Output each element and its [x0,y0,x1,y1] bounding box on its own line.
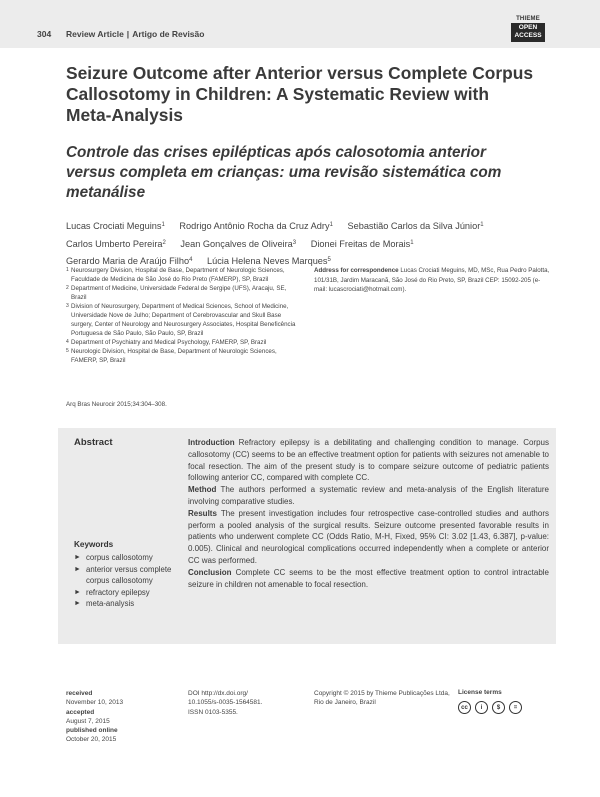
keyword-item [74,552,178,564]
author [347,221,483,231]
arrow-right-icon: ► [74,565,81,573]
affiliation-number: 3 [66,303,69,309]
doi-line: DOI http://dx.doi.org/ [188,690,248,697]
license-terms [458,689,526,714]
author-name: Lucas Crociati Meguins [66,221,162,231]
noncommercial-icon: $ [492,701,505,714]
author-affil-ref: 3 [292,239,297,246]
affiliation-number: 4 [66,339,69,345]
author-affil-ref: 2 [162,239,166,246]
keyword-text: anterior versus complete corpus callosotomy [86,564,172,586]
abstract-section [188,437,549,484]
received-label: received [66,690,93,697]
author-affil-ref: 5 [327,257,331,263]
author-name: Carlos Umberto Pereira [66,238,163,249]
abstract-section-label: Method [188,485,217,495]
author [66,256,192,266]
open-access-line2: ACCESS [514,32,542,39]
issn: ISSN 0103-5355. [188,708,238,716]
author-affil-ref: 1 [480,222,484,228]
affiliation [66,284,302,302]
author-name: Rodrigo Antônio Rocha da Cruz Adry [179,221,330,231]
open-access-line1: OPEN [518,24,538,31]
affiliation-number: 1 [66,267,69,273]
keyword-list [74,552,178,610]
author-name: Gerardo Maria de Araújo Filho [66,256,190,266]
attribution-icon: i [475,701,488,714]
abstract-section [188,484,549,508]
keyword-text: meta-analysis [86,599,135,609]
section-separator: | [126,29,130,39]
abstract-section-text: The present investigation includes four retrospective case-controlled studies and authors perform a pooled analysis of the surgical results. Seizure outcome presented favorable results in patients who underwent complete CC (Odds Ratio, M-H, Fixed, 95% CI: 3.02 [1.43, 6.387], p-value: 0.005). Clinical and neurological complications occurred independently when a complete or anterior CC was performed. [188,508,549,565]
keyword-item [74,587,178,599]
arrow-right-icon: ► [74,600,81,608]
keyword-text: corpus callosotomy [86,553,153,562]
correspondence-text: Lucas Crociati Meguins, MD, MSc, Rua Pedro Palotta, 101/31B, Jardim Maracanã, São José do Rio Preto, SP, Brazil CEP: 15092-205 (e-mail: lucascrociati@hotmail.com). [314,267,550,293]
author-name: Sebastião Carlos da Silva Júnior [347,221,481,231]
abstract-section-label: Conclusion [188,567,232,577]
abstract-section-text: The authors performed a systematic review and meta-analysis of the English literature involving comparative studies. [188,485,549,506]
affiliation-text: Department of Psychiatry and Medical Psychology, FAMERP, SP, Brazil [71,339,267,346]
correspondence-address [314,266,550,295]
author-affil-ref: 4 [189,257,193,263]
copyright-notice: Copyright © 2015 by Thieme Publicações Ltda, Rio de Janeiro, Brazil [314,690,450,707]
page-number: 304 [37,29,52,39]
author-affil-ref: 1 [161,222,165,228]
author [207,256,331,266]
arrow-right-icon: ► [74,554,81,561]
license-icons [458,701,526,714]
accepted-label: accepted [66,708,95,716]
author [180,239,296,249]
thieme-open-access-logo [511,15,545,42]
affiliation-text: Division of Neurosurgery, Department of Medical Sciences, School of Medicine, Universidade Nove de Julho; Department of Cerebrovascular and Skull Base surgery, Center of Neurology and Neurosurgery Associates, Hospital Beneficência Portuguesa de São Paulo, São Paulo, SP, Brazil [71,303,296,337]
doi-block [188,689,262,717]
abstract-heading: Abstract [74,437,113,448]
open-access-badge [511,23,545,42]
affiliation-number: 5 [66,348,69,354]
author-affil-ref: 1 [329,222,333,228]
author [66,239,166,249]
affiliation [66,266,302,284]
abstract-body [188,437,549,590]
keywords-heading: Keywords [74,540,114,549]
abstract-section-text: Complete CC seems to be the most effective treatment option to control intractable seizure in children not amenable to focal resection. [188,567,549,589]
affiliation-text: Neurosurgery Division, Hospital de Base, Department of Neurologic Sciences, Faculdade de Medicina de São José do Rio Preto (FAMERP), SP, Brazil [71,267,285,283]
author [66,221,165,231]
affiliation [66,302,302,338]
abstract-section-label: Results [188,508,217,518]
affiliation-number: 2 [66,285,69,291]
affiliation-list [66,266,302,365]
section-label-pt: Artigo de Revisão [132,29,205,39]
published-date: October 20, 2015 [66,736,117,744]
published-label: published online [66,727,118,735]
affiliation [66,347,302,365]
publisher-name: THIEME [516,16,540,22]
noderivatives-icon: = [509,701,522,714]
running-header-bar [0,0,600,48]
license-label: License terms [458,689,502,696]
author-affil-ref: 1 [410,239,414,246]
abstract-section [188,508,549,567]
article-title-pt: Controle das crises epilépticas após calosotomia anterior versus completa em crianças: uma revisão sistemática com metanálise [66,144,502,201]
affiliation [66,338,302,347]
received-date: November 10, 2013 [66,699,124,707]
author-name: Lúcia Helena Neves Marques [206,256,328,266]
section-label: Review Article [66,29,124,39]
affiliation-text: Department of Medicine, Universidade Federal de Sergipe (UFS), Aracaju, SE, Brazil [71,285,287,301]
cc-icon: cc [458,701,471,714]
abstract-section [188,567,549,591]
doi-link[interactable]: 10.1055/s-0035-1564581. [188,699,263,707]
author [311,239,414,249]
article-dates [66,689,123,745]
accepted-date: August 7, 2015 [66,717,110,725]
keyword-item [74,564,178,587]
keyword-text: refractory epilepsy [86,587,150,597]
affiliation-text: Neurologic Division, Hospital de Base, Department of Neurologic Sciences, FAMERP, SP, Brazil [71,348,277,364]
running-header [66,29,204,39]
author [179,221,333,231]
correspondence-label: Address for correspondence [314,267,399,274]
abstract-section-text: Refractory epilepsy is a debilitating and challenging condition to manage. Corpus callosotomy (CC) seems to be an effective treatment option for patients with seizures not amenable to focal resection. The aim of the present study is to compare seizure outcome of pediatric patients following anterior CC, compared with complete CC. [188,438,549,483]
keyword-item [74,598,178,610]
journal-citation: Arq Bras Neurocir 2015;34:304–308. [66,401,167,408]
article-title: Seizure Outcome after Anterior versus Complete Corpus Callosotomy in Children: A Systematic Review with Meta-Analysis [66,63,534,125]
abstract-section-label: Introduction [188,438,235,447]
arrow-right-icon: ► [74,588,81,596]
author-name: Jean Gonçalves de Oliveira [180,238,293,249]
author-list [66,217,546,270]
author-name: Dionei Freitas de Morais [310,238,411,249]
